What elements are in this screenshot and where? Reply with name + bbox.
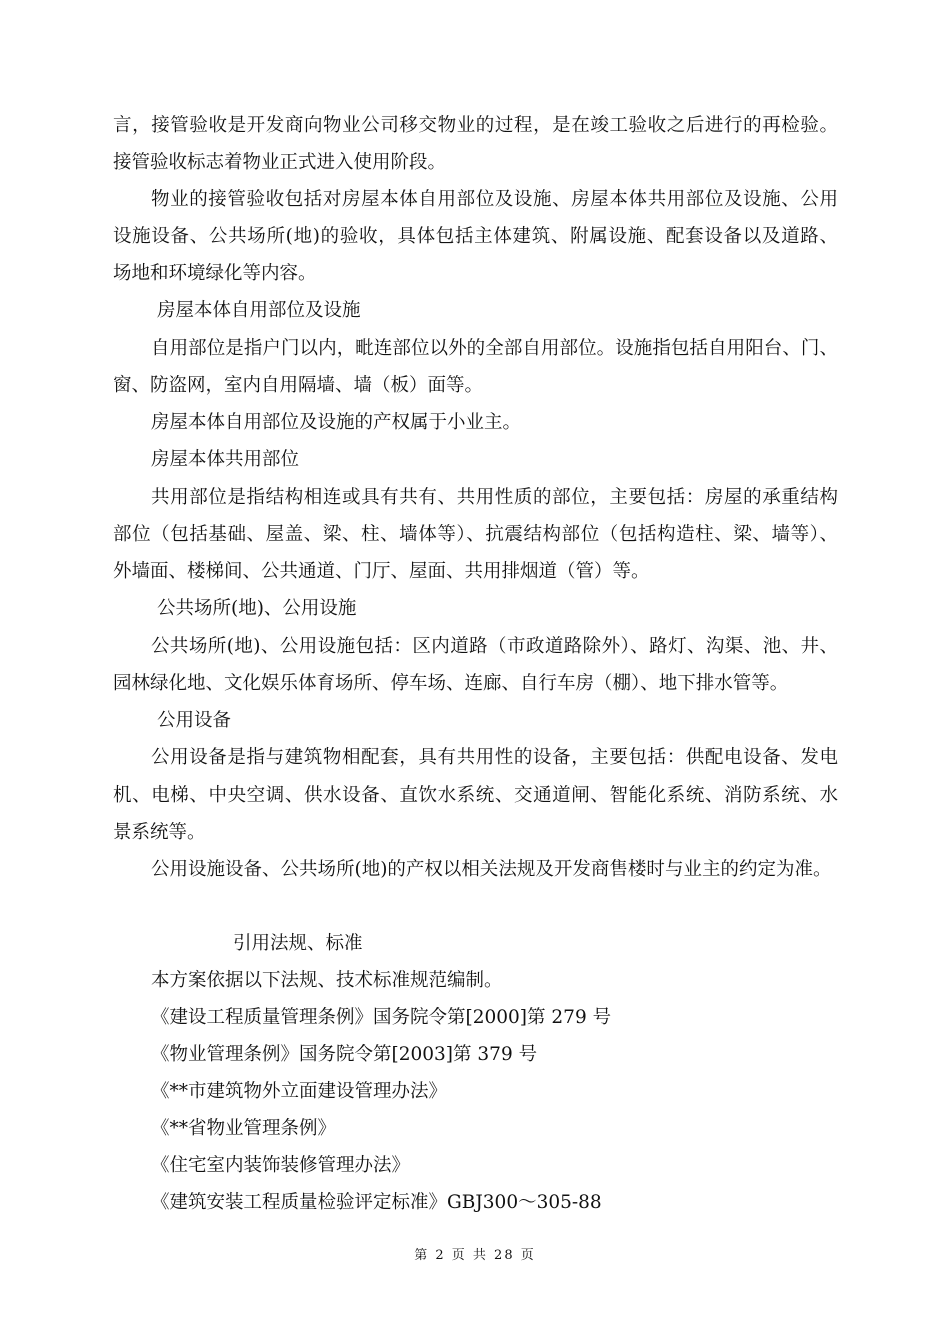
paragraph-private-line-1: 自用部位是指户门以内，毗连部位以外的全部自用部位。设施指包括自用阳台、门、	[151, 338, 838, 359]
paragraph-common-line-1: 共用部位是指结构相连或具有共有、共用性质的部位，主要包括：房屋的承重结构	[151, 487, 838, 508]
reference-item: 《住宅室内装饰装修管理办法》	[151, 1155, 411, 1176]
section-heading-private-parts: 房屋本体自用部位及设施	[157, 300, 361, 321]
section-title-regulations: 引用法规、标准	[233, 933, 363, 954]
paragraph-private-line-2: 窗、防盗网，室内自用隔墙、墙（板）面等。	[113, 375, 484, 396]
paragraph-common-line-3: 外墙面、楼梯间、公共通道、门厅、屋面、共用排烟道（管）等。	[113, 561, 650, 582]
paragraph-ownership-public: 公用设施设备、公共场所(地)的产权以相关法规及开发商售楼时与业主的约定为准。	[151, 859, 832, 880]
paragraph-2-line-1: 物业的接管验收包括对房屋本体自用部位及设施、房屋本体共用部位及设施、公用	[151, 189, 838, 210]
reference-item: 《建设工程质量管理条例》国务院令第[2000]第 279 号	[151, 1007, 612, 1028]
paragraph-2-line-3: 场地和环境绿化等内容。	[113, 263, 317, 284]
paragraph-equipment-line-3: 景系统等。	[113, 822, 206, 843]
paragraph-2-line-2: 设施设备、公共场所(地)的验收，具体包括主体建筑、附属设施、配套设备以及道路、	[113, 226, 838, 247]
paragraph-1-line-2: 接管验收标志着物业正式进入使用阶段。	[113, 152, 447, 173]
regulations-intro: 本方案依据以下法规、技术标准规范编制。	[151, 970, 503, 991]
paragraph-public-line-1: 公共场所(地)、公用设施包括：区内道路（市政道路除外）、路灯、沟渠、池、井、	[151, 636, 838, 657]
paragraph-common-line-2: 部位（包括基础、屋盖、梁、柱、墙体等）、抗震结构部位（包括构造柱、梁、墙等）、	[113, 524, 838, 545]
paragraph-equipment-line-2: 机、电梯、中央空调、供水设备、直饮水系统、交通道闸、智能化系统、消防系统、水	[113, 785, 838, 806]
section-heading-common-parts: 房屋本体共用部位	[151, 449, 300, 470]
reference-item: 《建筑安装工程质量检验评定标准》GBJ300～305-88	[151, 1192, 602, 1213]
paragraph-equipment-line-1: 公用设备是指与建筑物相配套，具有共用性的设备，主要包括：供配电设备、发电	[151, 747, 838, 768]
section-heading-public-equipment: 公用设备	[157, 710, 232, 731]
reference-item: 《**市建筑物外立面建设管理办法》	[151, 1081, 448, 1102]
reference-item: 《物业管理条例》国务院令第[2003]第 379 号	[151, 1044, 538, 1065]
page-footer: 第 2 页 共 28 页	[414, 1248, 536, 1263]
section-heading-public-places: 公共场所(地)、公用设施	[157, 598, 357, 619]
reference-item: 《**省物业管理条例》	[151, 1118, 337, 1139]
paragraph-1-line-1: 言，接管验收是开发商向物业公司移交物业的过程，是在竣工验收之后进行的再检验。	[113, 115, 838, 136]
paragraph-public-line-2: 园林绿化地、文化娱乐体育场所、停车场、连廊、自行车房（棚）、地下排水管等。	[113, 673, 789, 694]
paragraph-ownership-private: 房屋本体自用部位及设施的产权属于小业主。	[151, 412, 522, 433]
